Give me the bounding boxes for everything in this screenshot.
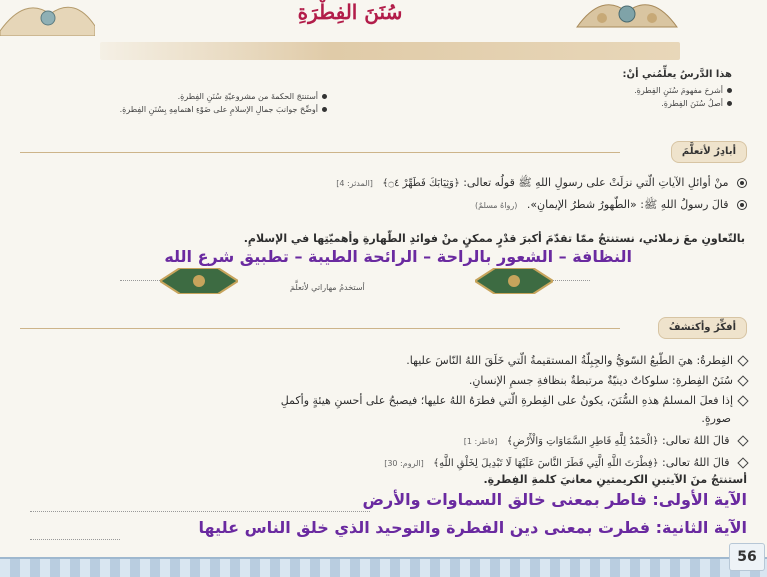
handwritten-answer: النظافة – الشعور بالراحة – الرائحة الطيبة – تطبيق شرع الله — [164, 247, 632, 266]
list-item-continuation: صورةٍ. — [701, 412, 731, 425]
diamond-bullet-icon — [737, 457, 748, 468]
list-item: الفِطرةُ: هيَ الطّبعُ السّويُّ والجِبِلّةُ المستقيمةُ الّتي خَلَقَ اللهُ النّاسَ عليها. — [406, 354, 747, 367]
goal-item: أستنتجَ الحكمةَ من مشروعيّةِ سُنَنِ الفِطرةِ. — [178, 92, 327, 101]
bullet-icon — [322, 94, 327, 99]
answer-line — [30, 510, 370, 512]
goal-item: أصلُ سُنَنَ الفِطرةِ. — [661, 99, 732, 108]
handwritten-answer: الآية الأولى: فاطر بمعنى خالق السماوات والأرض — [362, 490, 747, 509]
page-title: سُنَنَ الفِطْرَةِ — [297, 0, 403, 24]
page-number: 56 — [729, 543, 765, 571]
bullet-icon — [727, 88, 732, 93]
hadith-line: منْ أوائلِ الآياتِ الّتي نزلَتْ على رسولِ اللهِ ﷺ قولُه تعالى: ﴿وَثِيَابَكَ فَطَهِّرْ ۝٤﴾ [المدثر: 4] — [336, 176, 747, 192]
title-bar — [100, 42, 680, 60]
diamond-bullet-icon — [737, 355, 748, 366]
radio-bullet-icon — [737, 200, 747, 210]
footer-border — [0, 557, 767, 577]
section-tab-initiate: أبادِرُ لأتعلَّمَ — [671, 141, 747, 163]
bullet-icon — [322, 107, 327, 112]
goal-item: أوضِّحَ جوانبَ جمالِ الإسلامِ على ضَوْءِ اهتمامِهِ بِسُنَنِ الفِطرةِ. — [120, 105, 327, 114]
section-divider — [20, 152, 620, 153]
lozenge-ornament-icon — [475, 268, 553, 294]
answer-line — [30, 538, 120, 540]
section-tab-think: أفكِّرُ وأكتشفُ — [658, 317, 747, 339]
arabesque-ornament-icon — [572, 0, 682, 32]
goal-item: أشرحَ مفهومَ سُنَنِ الفِطرةِ. — [634, 86, 732, 95]
section-divider — [20, 328, 620, 329]
radio-bullet-icon — [737, 178, 747, 188]
verse-line: قالَ اللهُ تعالى: ﴿فِطْرَتَ اللَّهِ الَّتِي فَطَرَ النَّاسَ عَلَيْهَا لَا تَبْدِيلَ لِخَلْقِ اللَّهِ﴾ [الروم: 30] — [384, 456, 747, 469]
banner-label: أستخدمُ مهاراتي لأتعلَّمَ — [290, 283, 365, 292]
goals-heading: هذا الدَّرسُ يعلِّمُني أنْ: — [622, 69, 732, 80]
diamond-bullet-icon — [737, 395, 748, 406]
diamond-bullet-icon — [737, 435, 748, 446]
list-item: إذا فعلَ المسلمُ هذهِ السُّنَنَ، يكونُ على الفِطرةِ الّتي فطرَهُ اللهُ عليها؛ فيصبحُ على أحسنِ هيئةٍ وأكملِ — [281, 394, 747, 407]
handwritten-answer: الآية الثانية: فطرت بمعنى دين الفطرة والتوحيد الذي خلق الناس عليها — [198, 518, 747, 537]
bullet-icon — [727, 101, 732, 106]
arabesque-ornament-icon — [0, 0, 95, 36]
lozenge-ornament-icon — [160, 268, 238, 294]
list-item: سُنَنُ الفِطرةِ: سلوكاتٌ دينيّةٌ مرتبطةٌ بنظافةِ جسمِ الإنسانِ. — [469, 374, 747, 387]
hadith-line: قالَ رسولُ اللهِ ﷺ: «الطّهورُ شطرُ الإيمانِ». (رواهُ مسلمٌ) — [475, 198, 747, 214]
activity-instruction: بالتّعاونِ معَ زملائي، نستنتجُ ممّا تقدّمَ أكبرَ قدْرٍ ممكنٍ منْ فوائدِ الطّهارةِ وأهميّتِها في الإسلامِ. — [243, 232, 745, 245]
diamond-bullet-icon — [737, 375, 748, 386]
verse-line: قالَ اللهُ تعالى: ﴿الْحَمْدُ لِلَّهِ فَاطِرِ السَّمَاوَاتِ وَالْأَرْضِ﴾ [فاطر: 1] — [464, 434, 747, 447]
activity-instruction: أستنتجُ منَ الآيتينِ الكريمتينِ معانيَ كلمةِ الفِطرةِ. — [483, 473, 747, 486]
